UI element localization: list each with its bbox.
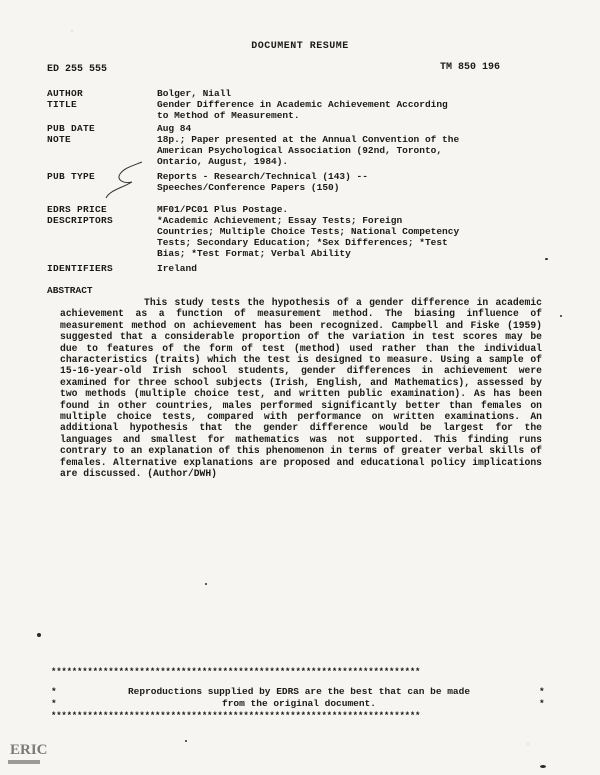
eric-logo-text: ERIC xyxy=(10,742,48,758)
field-label-note: NOTE xyxy=(47,134,72,145)
field-label-author: AUTHOR xyxy=(47,88,84,99)
footer-star-right-2: * xyxy=(539,698,545,709)
abstract-label: ABSTRACT xyxy=(47,285,93,296)
eric-logo xyxy=(2,742,48,768)
field-label-edrs-price: EDRS PRICE xyxy=(47,204,108,215)
field-label-pub-date: PUB DATE xyxy=(47,123,96,134)
scan-speck xyxy=(545,258,548,260)
footer-reproduction-line-1: Reproductions supplied by EDRS are the best that can be made xyxy=(127,686,471,697)
footer-star-left-1: * xyxy=(51,686,57,697)
abstract-text xyxy=(60,297,542,480)
scan-speck xyxy=(205,583,207,585)
footer-star-border-top: *********************************************************************** xyxy=(51,667,421,677)
tm-number: TM 850 196 xyxy=(440,62,501,73)
field-value-pub-type: Reports - Research/Technical (143) -- Speeches/Conference Papers (150) xyxy=(157,171,368,193)
scan-mark-scribble xyxy=(102,160,152,200)
scan-speck xyxy=(540,765,546,768)
ed-number: ED 255 555 xyxy=(47,64,108,75)
document-resume-title: DOCUMENT RESUME xyxy=(251,41,349,52)
field-value-title: Gender Difference in Academic Achievement According to Method of Measurement. xyxy=(157,99,448,121)
field-label-descriptors: DESCRIPTORS xyxy=(47,215,114,226)
field-label-pub-type: PUB TYPE xyxy=(47,171,96,182)
scan-speck xyxy=(560,315,562,317)
abstract-body: This study tests the hypothesis of a gender difference in academic achievement as a function of measurement method. The biasing influence of measurement method on achievement has been recognized. Campbell and Fiske (1959) suggested that a considerable proportion of the variation in test scores may be due to features of the form of test (method) used rather than the individual characteristics (traits) which the test is designed to measure. Using a sample of 15-16-year-old Irish school students, gender differences in achievement were examined for three school subjects (Irish, English, and Mathematics), assessed by two methods (multiple choice test, and written public examination). As has been found in other countries, males performed significantly better than females on multiple choice tests, compared with performance on written examinations. An additional hypothesis that the gender difference would be largest for the languages and smallest for mathematics was not supported. This finding runs contrary to an explanation of this phenomenon in terms of greater verbal skills of females. Alternative explanations are proposed and educational policy implications are discussed. (Author/DWH) xyxy=(60,297,542,480)
field-value-edrs-price: MF01/PC01 Plus Postage. xyxy=(157,204,289,215)
scan-speck xyxy=(185,740,187,742)
footer-reproduction-line-2: from the original document. xyxy=(222,698,376,709)
eric-logo-bar xyxy=(8,760,40,764)
footer-star-right-1: * xyxy=(539,686,545,697)
field-value-descriptors: *Academic Achievement; Essay Tests; Foreign Countries; Multiple Choice Tests; National Competency Tests; Secondary Education; *Sex Differences; *Test Bias; *Test Format; Verbal Ability xyxy=(157,215,460,259)
field-value-identifiers: Ireland xyxy=(157,263,197,274)
field-value-note: 18p.; Paper presented at the Annual Convention of the American Psychological Association (92nd, Toronto, Ontario, August, 1984). xyxy=(157,134,460,167)
field-value-pub-date: Aug 84 xyxy=(157,123,192,134)
footer-star-border-bottom: *********************************************************************** xyxy=(51,711,421,721)
field-label-identifiers: IDENTIFIERS xyxy=(47,263,114,274)
field-label-title: TITLE xyxy=(47,99,78,110)
scan-speck xyxy=(37,633,41,637)
footer-star-left-2: * xyxy=(51,698,57,709)
field-value-author: Bolger, Niall xyxy=(157,88,232,99)
